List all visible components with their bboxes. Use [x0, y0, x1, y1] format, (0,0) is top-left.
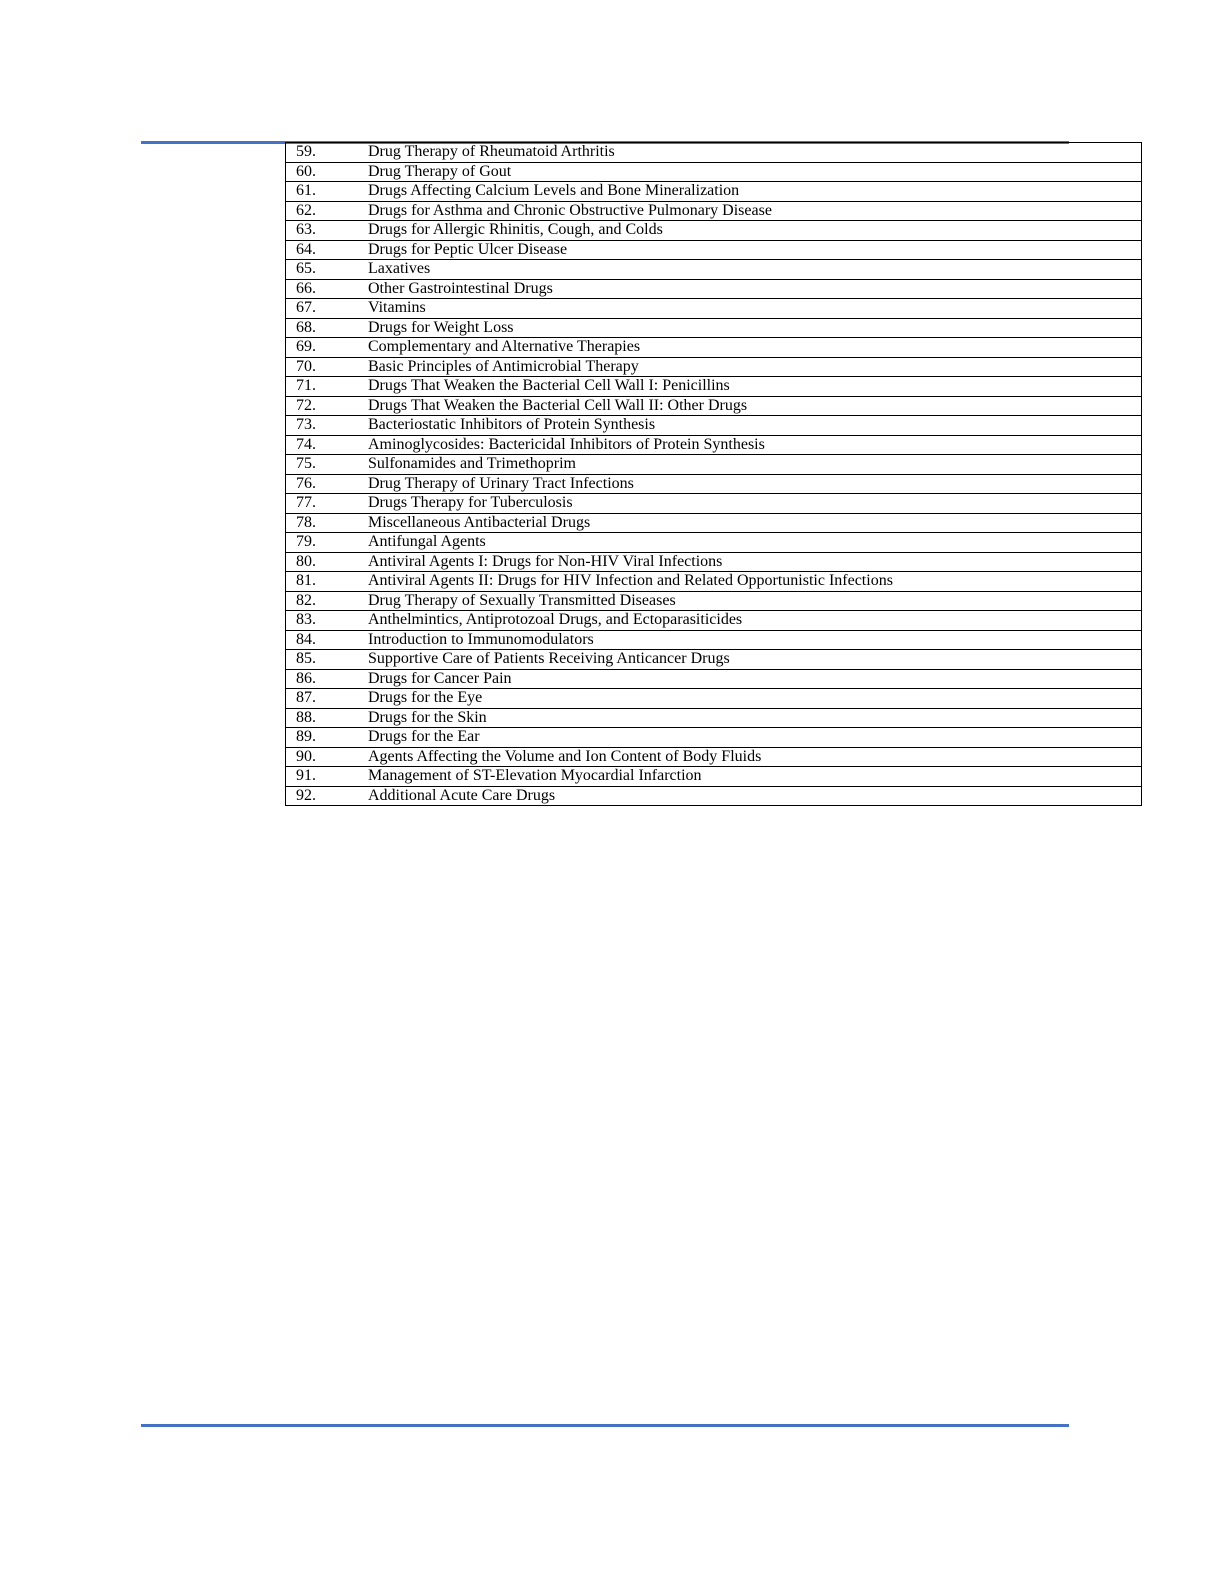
table-row [286, 630, 1142, 650]
chapter-title: Drug Therapy of Gout [368, 162, 1142, 182]
chapter-number: 84. [286, 630, 369, 650]
table-row [286, 143, 1142, 163]
table-row [286, 552, 1142, 572]
chapter-number: 79. [286, 533, 369, 553]
chapter-number: 60. [286, 162, 369, 182]
table-row [286, 260, 1142, 280]
table-row [286, 240, 1142, 260]
chapter-title: Management of ST-Elevation Myocardial Infarction [368, 767, 1142, 787]
table-row [286, 494, 1142, 514]
chapter-number: 86. [286, 669, 369, 689]
table-row [286, 338, 1142, 358]
chapter-title: Drugs for the Eye [368, 689, 1142, 709]
chapter-title: Other Gastrointestinal Drugs [368, 279, 1142, 299]
table-row [286, 728, 1142, 748]
chapter-number: 70. [286, 357, 369, 377]
chapter-title: Introduction to Immunomodulators [368, 630, 1142, 650]
chapter-number: 62. [286, 201, 369, 221]
chapter-title: Additional Acute Care Drugs [368, 786, 1142, 806]
chapter-number: 72. [286, 396, 369, 416]
chapter-number: 87. [286, 689, 369, 709]
chapter-number: 66. [286, 279, 369, 299]
chapter-title: Agents Affecting the Volume and Ion Content of Body Fluids [368, 747, 1142, 767]
table-row [286, 221, 1142, 241]
table-row [286, 435, 1142, 455]
chapter-number: 61. [286, 182, 369, 202]
chapter-number: 83. [286, 611, 369, 631]
table-row [286, 377, 1142, 397]
table-row [286, 747, 1142, 767]
chapter-number: 67. [286, 299, 369, 319]
chapter-number: 80. [286, 552, 369, 572]
chapter-title: Drugs Affecting Calcium Levels and Bone Mineralization [368, 182, 1142, 202]
chapter-number: 88. [286, 708, 369, 728]
table-row [286, 650, 1142, 670]
chapter-number: 65. [286, 260, 369, 280]
chapter-number: 71. [286, 377, 369, 397]
table-row [286, 279, 1142, 299]
chapter-number: 68. [286, 318, 369, 338]
table-row [286, 416, 1142, 436]
chapter-number: 78. [286, 513, 369, 533]
chapter-title: Anthelmintics, Antiprotozoal Drugs, and Ectoparasiticides [368, 611, 1142, 631]
chapter-number: 89. [286, 728, 369, 748]
chapter-number: 59. [286, 143, 369, 163]
chapter-number: 82. [286, 591, 369, 611]
footer-rule [141, 1424, 1069, 1427]
chapter-number: 74. [286, 435, 369, 455]
table-row [286, 299, 1142, 319]
chapter-title: Drug Therapy of Urinary Tract Infections [368, 474, 1142, 494]
chapter-title: Laxatives [368, 260, 1142, 280]
chapter-title: Antiviral Agents II: Drugs for HIV Infection and Related Opportunistic Infections [368, 572, 1142, 592]
table-row [286, 357, 1142, 377]
chapter-number: 76. [286, 474, 369, 494]
chapter-title: Drugs for Weight Loss [368, 318, 1142, 338]
chapter-title: Drugs That Weaken the Bacterial Cell Wall I: Penicillins [368, 377, 1142, 397]
chapter-title: Drugs for Allergic Rhinitis, Cough, and Colds [368, 221, 1142, 241]
chapter-title: Drugs for Peptic Ulcer Disease [368, 240, 1142, 260]
table-row [286, 201, 1142, 221]
chapter-number: 69. [286, 338, 369, 358]
chapter-number: 85. [286, 650, 369, 670]
table-row [286, 611, 1142, 631]
chapter-title: Vitamins [368, 299, 1142, 319]
table-row [286, 708, 1142, 728]
chapter-title: Sulfonamides and Trimethoprim [368, 455, 1142, 475]
chapter-number: 81. [286, 572, 369, 592]
table-row [286, 786, 1142, 806]
chapter-title: Basic Principles of Antimicrobial Therapy [368, 357, 1142, 377]
chapter-number: 77. [286, 494, 369, 514]
table-row [286, 533, 1142, 553]
chapter-title: Complementary and Alternative Therapies [368, 338, 1142, 358]
chapter-table [285, 142, 1142, 806]
table-row [286, 182, 1142, 202]
chapter-number: 90. [286, 747, 369, 767]
chapter-number: 63. [286, 221, 369, 241]
chapter-title: Aminoglycosides: Bactericidal Inhibitors of Protein Synthesis [368, 435, 1142, 455]
chapter-title: Antifungal Agents [368, 533, 1142, 553]
table-row [286, 669, 1142, 689]
table-row [286, 455, 1142, 475]
chapter-title: Drugs That Weaken the Bacterial Cell Wall II: Other Drugs [368, 396, 1142, 416]
chapter-number: 75. [286, 455, 369, 475]
chapter-number: 91. [286, 767, 369, 787]
chapter-title: Drug Therapy of Rheumatoid Arthritis [368, 143, 1142, 163]
chapter-table-body [286, 143, 1142, 806]
chapter-title: Drugs for Asthma and Chronic Obstructive Pulmonary Disease [368, 201, 1142, 221]
chapter-number: 64. [286, 240, 369, 260]
chapter-title: Miscellaneous Antibacterial Drugs [368, 513, 1142, 533]
table-row [286, 162, 1142, 182]
table-row [286, 767, 1142, 787]
chapter-number: 73. [286, 416, 369, 436]
chapter-title: Drugs for the Ear [368, 728, 1142, 748]
table-row [286, 591, 1142, 611]
table-row [286, 572, 1142, 592]
table-row [286, 318, 1142, 338]
chapter-title: Bacteriostatic Inhibitors of Protein Synthesis [368, 416, 1142, 436]
chapter-title: Drugs for the Skin [368, 708, 1142, 728]
chapter-title: Drugs Therapy for Tuberculosis [368, 494, 1142, 514]
table-row [286, 513, 1142, 533]
chapter-title: Supportive Care of Patients Receiving Anticancer Drugs [368, 650, 1142, 670]
table-row [286, 689, 1142, 709]
chapter-title: Antiviral Agents I: Drugs for Non-HIV Viral Infections [368, 552, 1142, 572]
table-row [286, 474, 1142, 494]
chapter-number: 92. [286, 786, 369, 806]
table-row [286, 396, 1142, 416]
chapter-title: Drugs for Cancer Pain [368, 669, 1142, 689]
chapter-title: Drug Therapy of Sexually Transmitted Diseases [368, 591, 1142, 611]
